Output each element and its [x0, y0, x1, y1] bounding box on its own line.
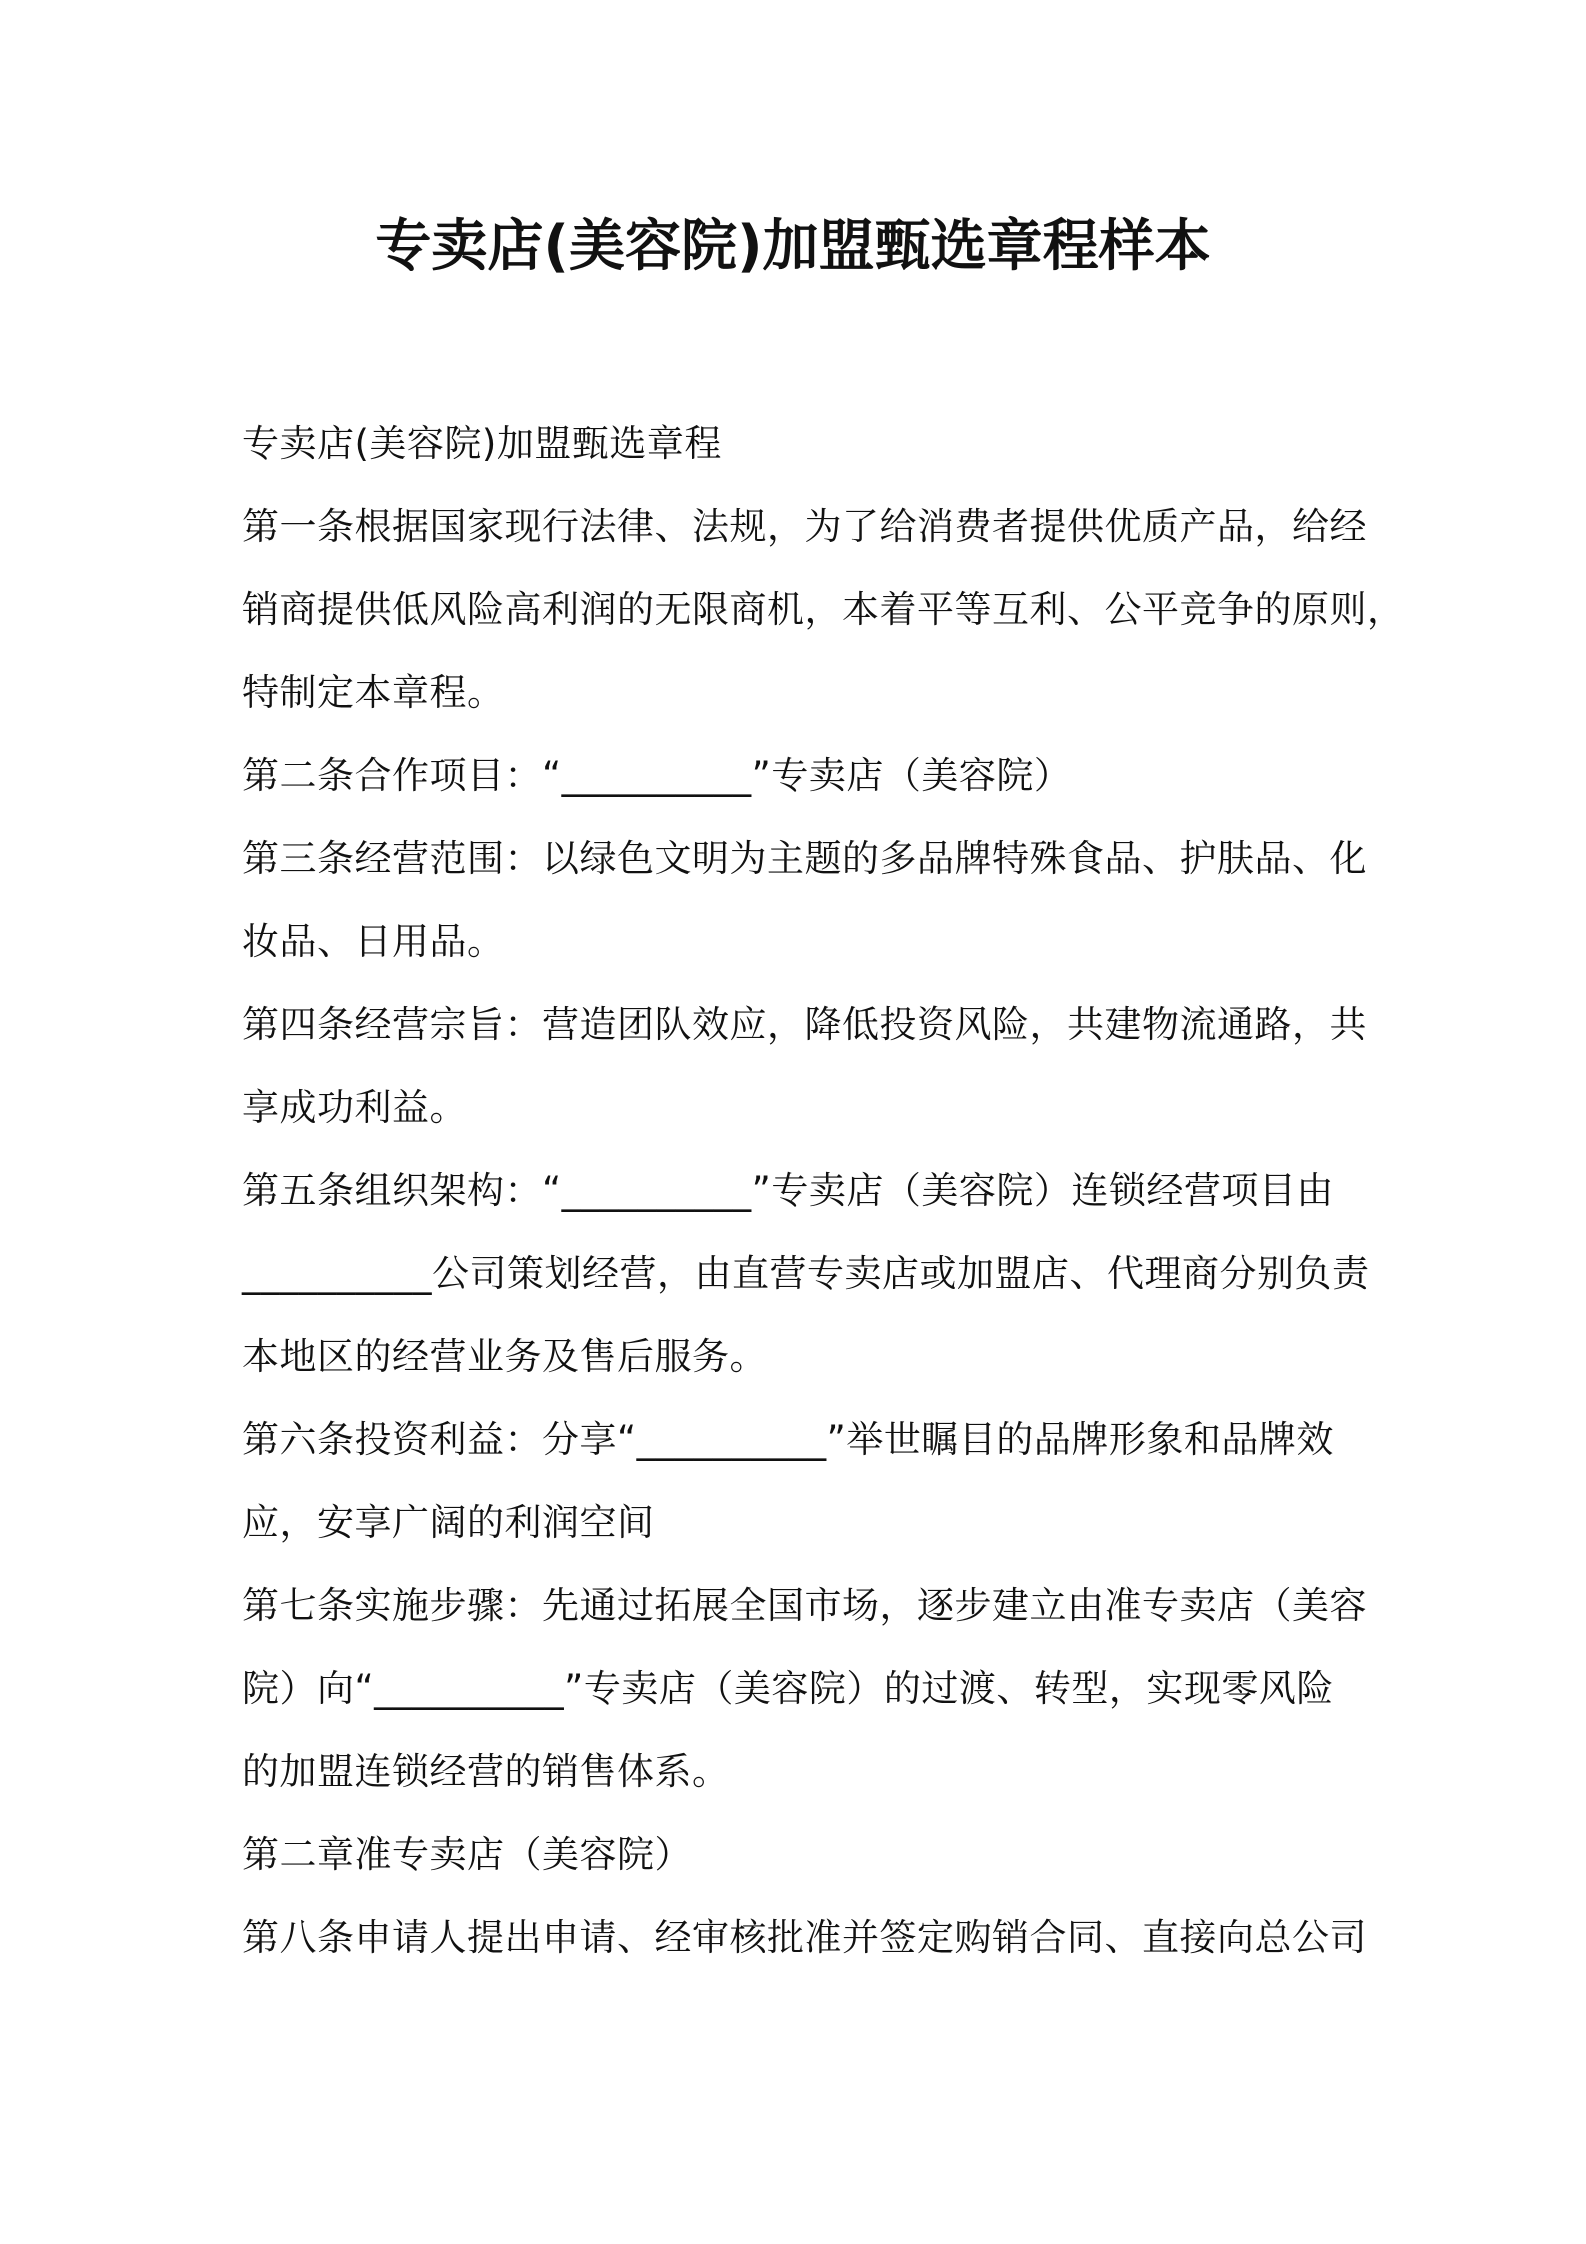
paragraph-line: 应，安享广阔的利润空间: [242, 1501, 655, 1544]
document-body: [242, 402, 1405, 1979]
paragraph-line: 第八条申请人提出申请、经审核批准并签定购销合同、直接向总公司: [242, 1916, 1367, 1959]
paragraph-line: 特制定本章程。: [242, 671, 505, 714]
paragraph-line: 销商提供低风险高利润的无限商机，本着平等互利、公平竞争的原则，: [242, 588, 1405, 631]
paragraph-line: 第六条投资利益：分享“__________”举世瞩目的品牌形象和品牌效: [242, 1418, 1334, 1461]
document-title: 专卖店(美容院)加盟甄选章程样本: [375, 214, 1211, 279]
subtitle-line: 专卖店(美容院)加盟甄选章程: [242, 422, 722, 465]
chapter-heading: 第二章准专卖店（美容院）: [242, 1833, 692, 1876]
paragraph-line: 的加盟连锁经营的销售体系。: [242, 1750, 730, 1793]
paragraph-line: 第一条根据国家现行法律、法规，为了给消费者提供优质产品，给经: [242, 505, 1367, 548]
paragraph-line: 第五条组织架构：“__________”专卖店（美容院）连锁经营项目由: [242, 1169, 1334, 1212]
paragraph-line: 第四条经营宗旨：营造团队效应，降低投资风险，共建物流通路，共: [242, 1003, 1367, 1046]
paragraph-line: 第三条经营范围：以绿色文明为主题的多品牌特殊食品、护肤品、化: [242, 837, 1367, 880]
paragraph-line: 院）向“__________”专卖店（美容院）的过渡、转型，实现零风险: [242, 1667, 1334, 1710]
paragraph-line: 享成功利益。: [242, 1086, 467, 1129]
paragraph-line: 第二条合作项目：“__________”专卖店（美容院）: [242, 754, 1072, 797]
paragraph-line: 第七条实施步骤：先通过拓展全国市场，逐步建立由准专卖店（美容: [242, 1584, 1367, 1627]
paragraph-line: 妆品、日用品。: [242, 920, 505, 963]
paragraph-line: 本地区的经营业务及售后服务。: [242, 1335, 767, 1378]
paragraph-line: __________公司策划经营，由直营专卖店或加盟店、代理商分别负责: [242, 1252, 1370, 1295]
